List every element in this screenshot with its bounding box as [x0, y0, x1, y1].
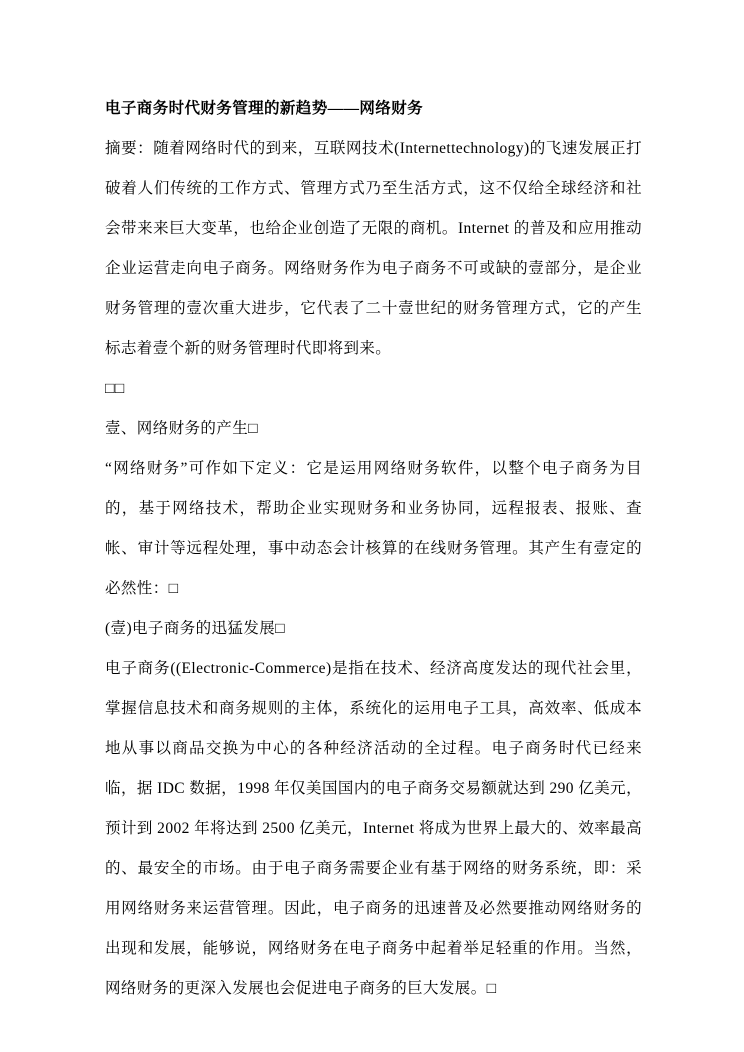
subsection-heading: (壹)电子商务的迅猛发展□ [105, 620, 285, 637]
definition-paragraph: “网络财务”可作如下定义：它是运用网络财务软件，以整个电子商务为目的，基于网络技术，帮助企业实现财务和业务协同，远程报表、报账、查帐、审计等远程处理，事中动态会计核算的在线财务管理。其产生有壹定的必然性：□ [105, 460, 642, 597]
abstract-paragraph: 摘要：随着网络时代的到来，互联网技术(Internettechnology)的飞速发展正打破着人们传统的工作方式、管理方式乃至生活方式，这不仅给全球经济和社会带来来巨大变革，也给企业创造了无限的商机。Internet 的普及和应用推动企业运营走向电子商务。网络财务作为电子商务不可或缺的壹部分，是企业财务管理的壹次重大进步，它代表了二十壹世纪的财务管理方式，它的产生标志着壹个新的财务管理时代即将到来。 [105, 140, 642, 357]
document-title: 电子商务时代财务管理的新趋势——网络财务 [105, 100, 424, 117]
section-heading: 壹、网络财务的产生□ [105, 420, 258, 437]
body-paragraph: 电子商务((Electronic-Commerce)是指在技术、经济高度发达的现代社会里，掌握信息技术和商务规则的主体，系统化的运用电子工具，高效率、低成本地从事以商品交换为中心的各种经济活动的全过程。电子商务时代已经来临，据 IDC 数据，1998 年仅美国国内的电子商务交易额就达到 290 亿美元，预计到 2002 年将达到 2500 亿美元，Internet 将成为世界上最大的、效率最高的、最安全的市场。由于电子商务需要企业有基于网络的财务系统，即：采用网络财务来运营管理。因此，电子商务的迅速普及必然要推动网络财务的出现和发展，能够说，网络财务在电子商务中起着举足轻重的作用。当然，网络财务的更深入发展也会促进电子商务的巨大发展。□ [105, 660, 642, 997]
document-content [105, 89, 642, 1009]
placeholder-glyphs-line: □□ [105, 380, 125, 397]
